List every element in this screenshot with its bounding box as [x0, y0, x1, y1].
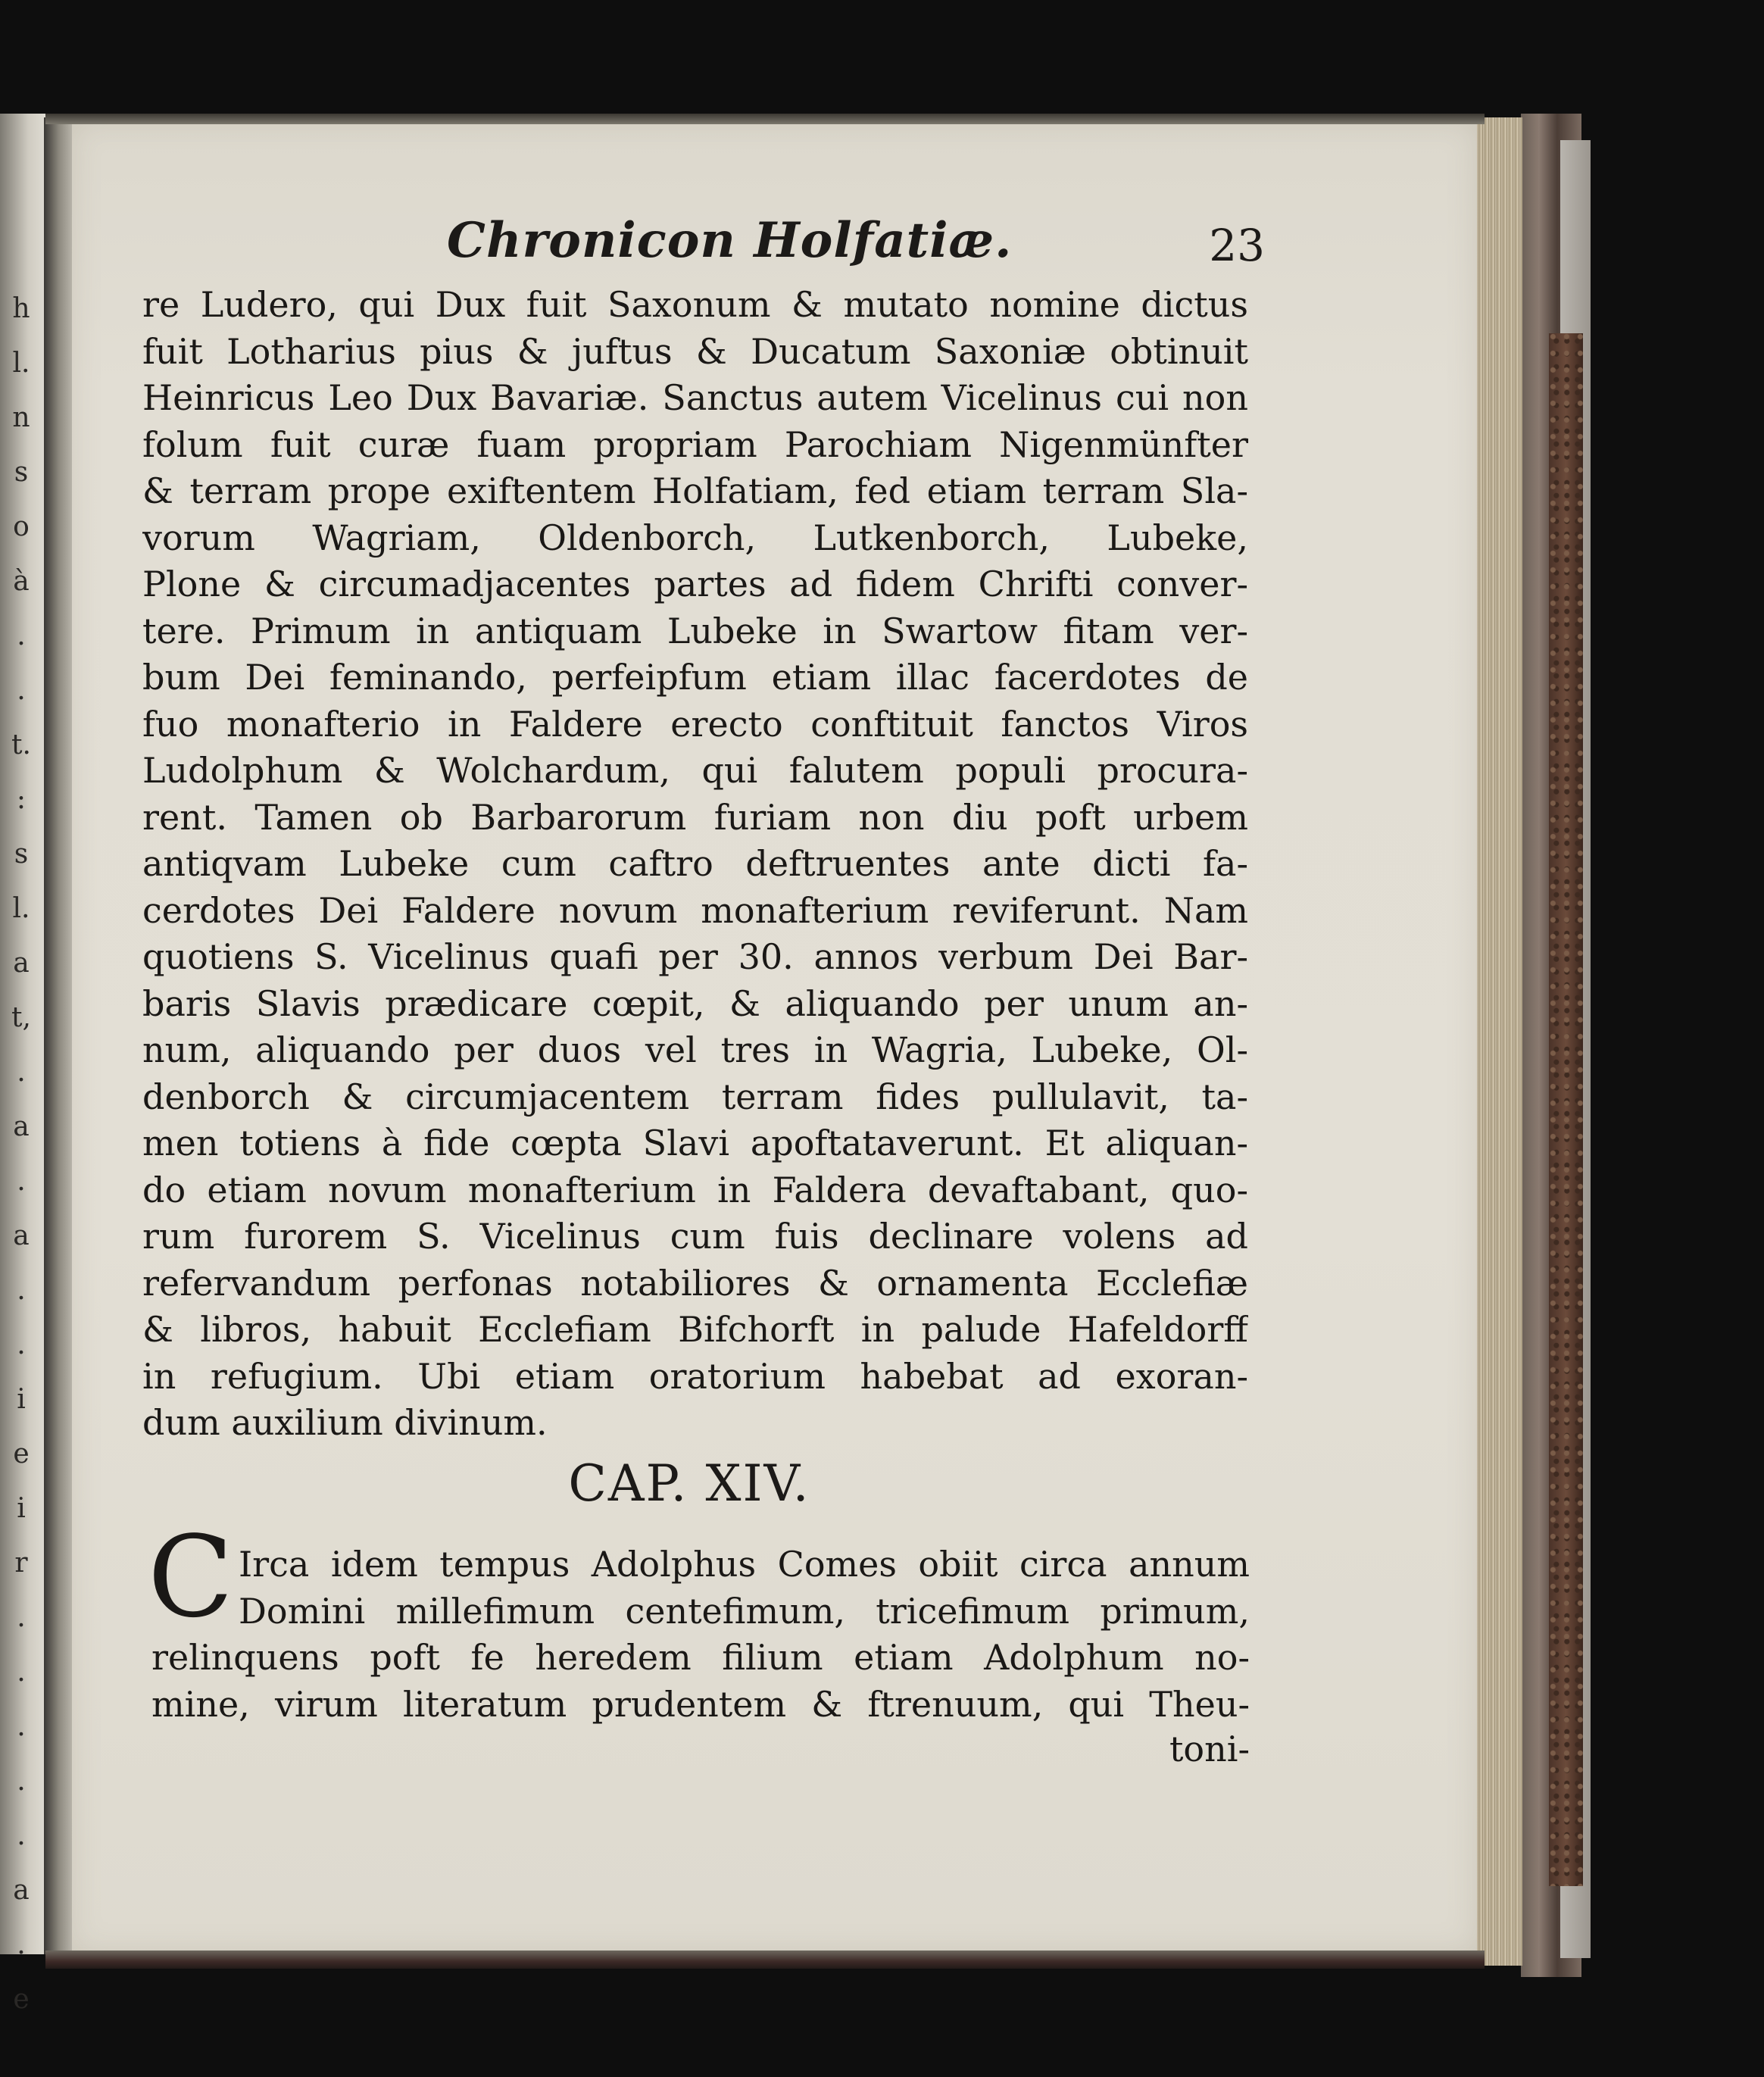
text-line: Ludolphum & Wolchardum, qui falutem populi procura-	[142, 750, 1248, 791]
drop-cap: C	[148, 1512, 234, 1642]
previous-page-glyph: .	[17, 675, 26, 706]
previous-page-glyph: e	[13, 1438, 30, 1470]
previous-page-glyph: i	[17, 1384, 26, 1415]
text-line: in refugium. Ubi etiam oratorium habebat ad exoran-	[142, 1355, 1248, 1397]
previous-page-glyph: l.	[12, 893, 30, 924]
previous-page-glyph: t,	[11, 1002, 31, 1033]
text-line: vorum Wagriam, Oldenborch, Lutkenborch, Lubeke,	[142, 517, 1248, 558]
chapter-text	[151, 1541, 1250, 1728]
chapter-heading: CAP. XIV.	[568, 1454, 810, 1513]
text-line: do etiam novum monafterium in Faldera devaftabant, quo-	[142, 1169, 1248, 1210]
text-line: Plone & circumadjacentes partes ad fidem Chrifti conver-	[142, 564, 1248, 604]
previous-page-glyph: e	[13, 1984, 30, 2015]
catchword: toni-	[1169, 1729, 1250, 1769]
previous-page-glyph: .	[17, 1057, 26, 1088]
previous-page-glyphs	[0, 114, 47, 2015]
text-line: tere. Primum in antiquam Lubeke in Swartow fitam ver-	[142, 610, 1248, 651]
previous-page-glyph: i	[17, 1493, 26, 1524]
text-line: cerdotes Dei Faldere novum monafterium reviferunt. Nam	[142, 889, 1248, 931]
previous-page-glyph: :	[16, 784, 27, 815]
text-line: re Ludero, qui Dux fuit Saxonum & mutato nomine dictus	[142, 284, 1248, 325]
previous-page-glyph: a	[13, 948, 30, 979]
body-text	[142, 282, 1248, 1447]
text-line: refervandum perfonas notabiliores & ornamenta Ecclefiæ	[142, 1262, 1248, 1304]
text-line: quotiens S. Vicelinus quafi per 30. annos verbum Dei Bar-	[142, 936, 1248, 977]
previous-page-glyph: à	[13, 566, 30, 597]
previous-page-glyph: t.	[11, 729, 31, 761]
previous-page-glyph: .	[17, 1820, 26, 1851]
text-line: fuo monafterio in Faldere erecto conftituit fanctos Viros	[142, 703, 1248, 745]
text-line: dum auxilium divinum.	[142, 1402, 548, 1443]
text-line: fuit Lotharius pius & juftus & Ducatum Saxoniæ obtinuit	[142, 330, 1248, 372]
text-line: baris Slavis prædicare cœpit, & aliquando per unum an-	[142, 982, 1248, 1024]
text-line: men totiens à fide cœpta Slavi apoftataverunt. Et aliquan-	[142, 1123, 1248, 1163]
page-fore-edge	[1477, 117, 1522, 1966]
previous-page-edge	[0, 114, 47, 2015]
text-line: antiqvam Lubeke cum caftro deftruentes ante dicti fa-	[142, 843, 1248, 884]
chapter-text-line: mine, virum literatum prudentem & ftrenuum, qui Theu-	[151, 1683, 1250, 1725]
text-line: rent. Tamen ob Barbarorum furiam non diu poft urbem	[142, 796, 1248, 838]
previous-page-glyph: s	[14, 839, 29, 870]
previous-page-glyph: a	[13, 1220, 30, 1251]
chapter-text-line: relinquens poft fe heredem filium etiam Adolphum no-	[151, 1637, 1250, 1678]
text-line: num, aliquando per duos vel tres in Wagria, Lubeke, Ol-	[142, 1029, 1248, 1070]
previous-page-glyph: .	[17, 1657, 26, 1688]
previous-page-glyph: .	[17, 1766, 26, 1797]
page-top-edge	[45, 114, 1485, 124]
text-line: denborch & circumjacentem terram fides pullulavit, ta-	[142, 1076, 1248, 1117]
marbled-board	[1549, 333, 1583, 1886]
page-bottom-edge	[45, 1951, 1485, 1969]
previous-page-glyph: .	[17, 1711, 26, 1742]
previous-page-glyph: .	[17, 1929, 26, 1960]
previous-page-glyph: .	[17, 1602, 26, 1633]
chapter-text-line: Domini millefimum centefimum, tricefimum primum,	[239, 1590, 1250, 1632]
previous-page-glyph: h	[12, 293, 30, 324]
text-line: & terram prope exiftentem Holfatiam, fed etiam terram Sla-	[142, 470, 1248, 511]
previous-page-glyph: o	[13, 511, 30, 542]
text-line: bum Dei feminando, perfeipfum etiam illac facerdotes de	[142, 657, 1248, 698]
previous-page-glyph: r	[14, 1548, 28, 1579]
previous-page-glyph: n	[12, 402, 30, 433]
previous-page-glyph: .	[17, 1329, 26, 1360]
page-number: 23	[1209, 220, 1265, 271]
previous-page-glyph: a	[13, 1875, 30, 1906]
previous-page-glyph: .	[17, 620, 26, 651]
text-line: folum fuit curæ fuam propriam Parochiam Nigenmünfter	[142, 423, 1248, 465]
text-line: & libros, habuit Ecclefiam Bifchorft in palude Hafeldorff	[142, 1309, 1248, 1350]
previous-page-glyph: .	[17, 1275, 26, 1306]
previous-page-glyph: s	[14, 457, 29, 488]
running-head: Chronicon Holfatiæ.	[447, 212, 1013, 269]
previous-page-glyph: l.	[12, 348, 30, 379]
text-line: rum furorem S. Vicelinus cum fuis declinare volens ad	[142, 1216, 1248, 1257]
text-line: Heinricus Leo Dux Bavariæ. Sanctus autem Vicelinus cui non	[142, 377, 1248, 418]
chapter-text-line: Irca idem tempus Adolphus Comes obiit circa annum	[239, 1544, 1250, 1585]
previous-page-glyph: .	[17, 1166, 26, 1197]
previous-page-glyph: a	[13, 1111, 30, 1142]
